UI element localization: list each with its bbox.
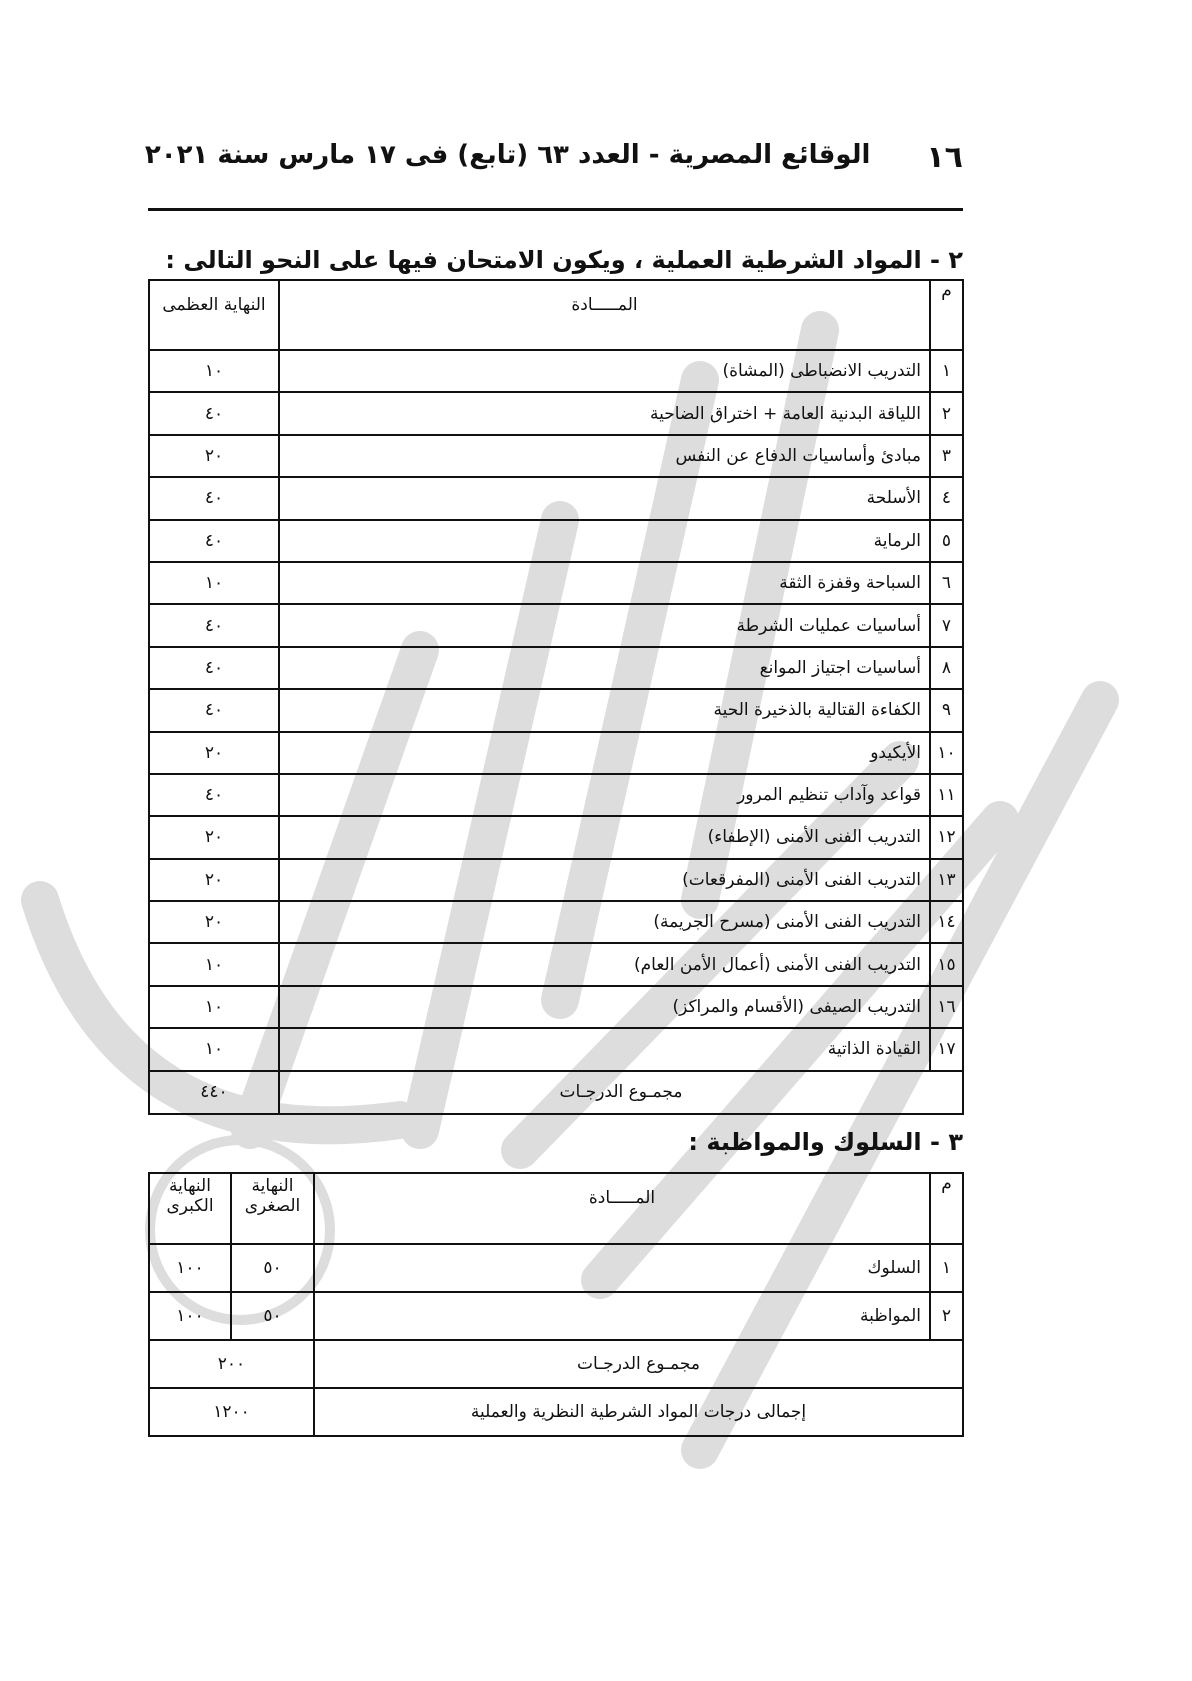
row-max: ٤٠ (149, 647, 279, 689)
table-row (149, 986, 963, 1028)
total-label: مجمـوع الدرجـات (314, 1340, 963, 1388)
header-rule (148, 208, 963, 211)
row-subject: التدريب الفنى الأمنى (أعمال الأمن العام) (279, 943, 930, 985)
section2-heading: ٢ - المواد الشرطية العملية ، ويكون الامتحان فيها على النحو التالى : (165, 246, 963, 274)
table-row (149, 520, 963, 562)
row-max: ١٠ (149, 986, 279, 1028)
row-max: ٢٠ (149, 435, 279, 477)
row-subject: التدريب الانضباطى (المشاة) (279, 350, 930, 392)
practical-subjects-table (148, 279, 964, 1115)
gazette-title: الوقائع المصرية - العدد ٦٣ (تابع) فى ١٧ مارس سنة ٢٠٢١ (144, 140, 871, 170)
table-row (149, 647, 963, 689)
table-row (149, 477, 963, 519)
row-subject: الأسلحة (279, 477, 930, 519)
row-subject: أساسيات اجتياز الموانع (279, 647, 930, 689)
row-number: ٤ (930, 477, 963, 519)
row-max: ٤٠ (149, 604, 279, 646)
row-max: ١٠٠ (149, 1292, 231, 1340)
page-number: ١٦ (926, 140, 963, 175)
row-subject: أساسيات عمليات الشرطة (279, 604, 930, 646)
row-max: ١٠ (149, 1028, 279, 1070)
row-subject: التدريب الفنى الأمنى (المفرقعات) (279, 859, 930, 901)
col-max: النهاية الكبرى (149, 1173, 231, 1244)
row-number: ١٧ (930, 1028, 963, 1070)
row-subject: مبادئ وأساسيات الدفاع عن النفس (279, 435, 930, 477)
row-number: ٧ (930, 604, 963, 646)
row-subject: قواعد وآداب تنظيم المرور (279, 774, 930, 816)
row-number: ١٥ (930, 943, 963, 985)
row-max: ٤٠ (149, 477, 279, 519)
col-num: م (930, 280, 963, 350)
row-number: ٩ (930, 689, 963, 731)
row-subject: السباحة وقفزة الثقة (279, 562, 930, 604)
table-row (149, 859, 963, 901)
conduct-table (148, 1172, 964, 1437)
table-row (149, 816, 963, 858)
row-number: ٢ (930, 1292, 963, 1340)
row-min: ٥٠ (231, 1244, 314, 1292)
row-number: ١٤ (930, 901, 963, 943)
row-number: ٢ (930, 392, 963, 434)
row-subject: الرماية (279, 520, 930, 562)
table-row (149, 1292, 963, 1340)
row-number: ١٢ (930, 816, 963, 858)
row-number: ٥ (930, 520, 963, 562)
col-subject: المـــــادة (279, 280, 930, 350)
col-max: النهاية العظمى (149, 280, 279, 350)
row-number: ٣ (930, 435, 963, 477)
grand-total-value: ١٢٠٠ (149, 1388, 314, 1436)
row-max: ٢٠ (149, 901, 279, 943)
row-subject: القيادة الذاتية (279, 1028, 930, 1070)
row-number: ١٦ (930, 986, 963, 1028)
row-number: ١١ (930, 774, 963, 816)
table-row (149, 1244, 963, 1292)
row-max: ٤٠ (149, 774, 279, 816)
row-subject: الأيكيدو (279, 732, 930, 774)
row-number: ١ (930, 1244, 963, 1292)
row-max: ٤٠ (149, 392, 279, 434)
total-value: ٤٤٠ (149, 1071, 279, 1114)
row-number: ٦ (930, 562, 963, 604)
row-max: ٤٠ (149, 520, 279, 562)
table-row (149, 732, 963, 774)
row-max: ٢٠ (149, 732, 279, 774)
row-subject: التدريب الصيفى (الأقسام والمراكز) (279, 986, 930, 1028)
row-number: ١٠ (930, 732, 963, 774)
row-max: ٢٠ (149, 816, 279, 858)
table-row (149, 350, 963, 392)
table-row (149, 435, 963, 477)
total-label: مجمـوع الدرجـات (279, 1071, 963, 1114)
table-row (149, 562, 963, 604)
row-subject: المواظبة (314, 1292, 930, 1340)
row-max: ٢٠ (149, 859, 279, 901)
row-subject: اللياقة البدنية العامة + اختراق الضاحية (279, 392, 930, 434)
row-number: ٨ (930, 647, 963, 689)
table-row (149, 901, 963, 943)
row-max: ١٠٠ (149, 1244, 231, 1292)
row-subject: التدريب الفنى الأمنى (الإطفاء) (279, 816, 930, 858)
section3-heading: ٣ - السلوك والمواظبة : (688, 1128, 963, 1156)
row-subject: التدريب الفنى الأمنى (مسرح الجريمة) (279, 901, 930, 943)
col-num: م (930, 1173, 963, 1244)
row-number: ١ (930, 350, 963, 392)
row-subject: السلوك (314, 1244, 930, 1292)
table-row (149, 1028, 963, 1070)
table-row (149, 774, 963, 816)
table-row (149, 943, 963, 985)
row-max: ١٠ (149, 562, 279, 604)
col-subject: المـــــادة (314, 1173, 930, 1244)
page-header (60, 140, 963, 190)
grand-total-label: إجمالى درجات المواد الشرطية النظرية والعملية (314, 1388, 963, 1436)
row-max: ١٠ (149, 943, 279, 985)
row-max: ١٠ (149, 350, 279, 392)
total-value: ٢٠٠ (149, 1340, 314, 1388)
col-min: النهاية الصغرى (231, 1173, 314, 1244)
table-row (149, 604, 963, 646)
row-subject: الكفاءة القتالية بالذخيرة الحية (279, 689, 930, 731)
row-max: ٤٠ (149, 689, 279, 731)
table-row (149, 689, 963, 731)
table-row (149, 392, 963, 434)
row-number: ١٣ (930, 859, 963, 901)
row-min: ٥٠ (231, 1292, 314, 1340)
